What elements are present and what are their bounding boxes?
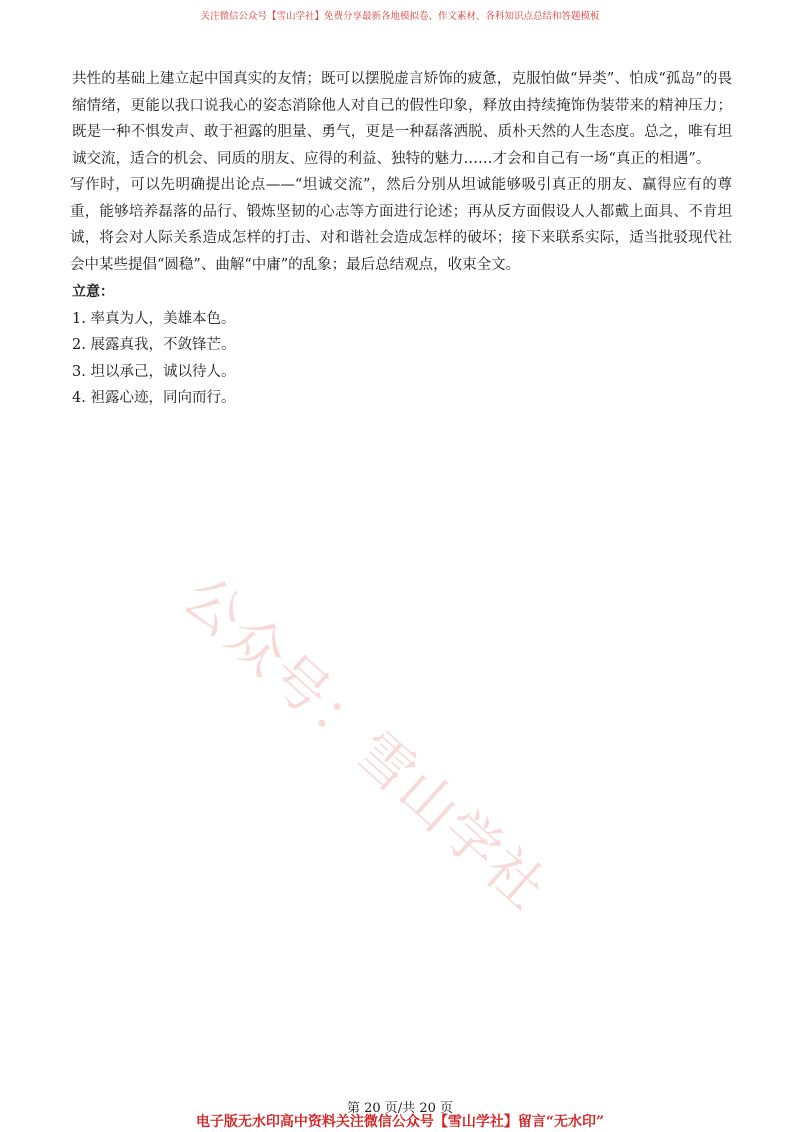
idea-list xyxy=(72,306,732,412)
idea-heading: 立意： xyxy=(72,284,114,300)
idea-item: 1. 率真为人，美雄本色。 xyxy=(72,310,236,327)
document-body xyxy=(72,66,732,412)
watermark: 公众号：雪山学社 xyxy=(170,564,559,923)
body-paragraph: 写作时，可以先明确提出论点——“坦诚交流”，然后分别从坦诚能够吸引真正的朋友、赢得应有的尊重，能够培养磊落的品行、锻炼坚韧的心志等方面进行论述；再从反方面假设人人都戴上面具、不肯坦诚，将会对人际关系造成怎样的打击、对和谐社会造成怎样的破坏；接下来联系实际，适当批驳现代社会中某些提倡“圆稳”、曲解“中庸”的乱象；最后总结观点，收束全文。 xyxy=(70,177,732,273)
footer-banner: 电子版无水印高中资料关注微信公众号【雪山学社】留言“无水印” xyxy=(195,1114,605,1130)
page-number: 第 20 页/共 20 页 xyxy=(347,1101,453,1116)
idea-item: 4. 袒露心迹，同向而行。 xyxy=(72,390,236,406)
body-paragraph: 共性的基础上建立起中国真实的友情；既可以摆脱虚言矫饰的疲惫，克服怕做“异类”、怕成“孤岛”的畏缩情绪，更能以我口说我心的姿态消除他人对自己的假性印象，释放由持续掩饰伪装带来的精神压力；既是一种不惧发声、敢于袒露的胆量、勇气，更是一种磊落洒脱、质朴天然的人生态度。总之，唯有坦诚交流，适合的机会、同质的朋友、应得的利益、独特的魅力……才会和自己有一场“真正的相遇”。 xyxy=(72,71,732,167)
header-banner: 关注微信公众号【雪山学社】免费分享最新各地模拟卷、作文素材、各科知识点总结和答题模板 xyxy=(200,11,600,22)
idea-item: 3. 坦以承己，诚以待人。 xyxy=(72,363,236,380)
idea-item: 2. 展露真我，不敛锋芒。 xyxy=(72,337,236,353)
